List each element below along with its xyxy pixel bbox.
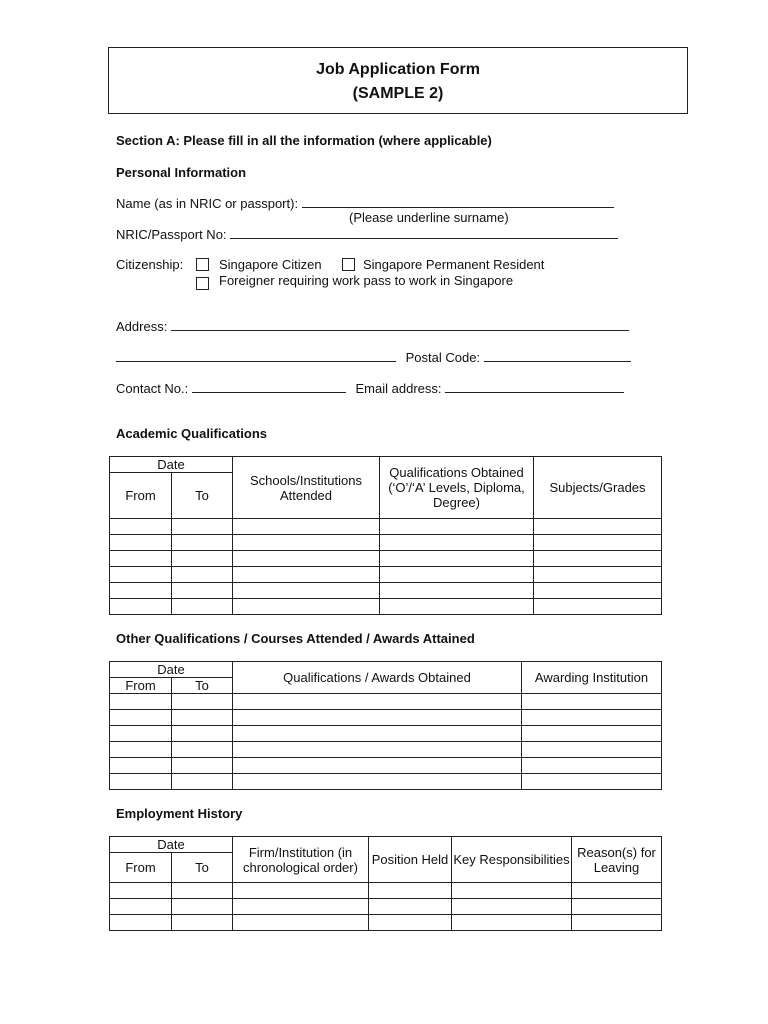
table-row[interactable] bbox=[110, 899, 662, 915]
table-row[interactable] bbox=[110, 726, 662, 742]
email-field[interactable] bbox=[445, 380, 624, 393]
table-row[interactable] bbox=[110, 599, 662, 615]
contact-field[interactable] bbox=[192, 380, 346, 393]
table-row[interactable] bbox=[110, 758, 662, 774]
pr-checkbox[interactable] bbox=[342, 258, 355, 271]
address-line-2-field[interactable] bbox=[116, 349, 396, 362]
table-row[interactable] bbox=[110, 567, 662, 583]
name-row bbox=[116, 195, 614, 211]
contact-row bbox=[116, 380, 624, 396]
employment-reason-header: Reason(s) for Leaving bbox=[572, 837, 662, 883]
postal-row bbox=[116, 349, 631, 365]
address-row bbox=[116, 318, 629, 334]
employment-from-header: From bbox=[110, 853, 172, 883]
pr-option-label: Singapore Permanent Resident bbox=[363, 257, 545, 272]
academic-heading: Academic Qualifications bbox=[116, 426, 267, 441]
contact-label: Contact No.: bbox=[116, 381, 189, 396]
employment-position-header: Position Held bbox=[369, 837, 452, 883]
postal-label: Postal Code: bbox=[405, 350, 481, 365]
employment-to-header: To bbox=[172, 853, 233, 883]
form-subtitle: (SAMPLE 2) bbox=[352, 85, 444, 102]
email-label: Email address: bbox=[355, 381, 442, 396]
employment-heading: Employment History bbox=[116, 806, 243, 821]
academic-school-header: Schools/Institutions Attended bbox=[233, 457, 380, 519]
academic-from-header: From bbox=[110, 473, 172, 519]
other-inst-header: Awarding Institution bbox=[522, 662, 662, 694]
employment-resp-header: Key Responsibilities bbox=[452, 837, 572, 883]
citizenship-label: Citizenship: bbox=[116, 257, 184, 272]
other-table bbox=[109, 661, 662, 790]
academic-subjects-header: Subjects/Grades bbox=[534, 457, 662, 519]
other-from-header: From bbox=[110, 678, 172, 694]
academic-qual-header: Qualifications Obtained (‘O’/‘A’ Levels, Diploma, Degree) bbox=[380, 457, 534, 519]
other-date-header: Date bbox=[110, 662, 233, 678]
name-field[interactable] bbox=[302, 195, 614, 208]
table-row[interactable] bbox=[110, 519, 662, 535]
form-title: Job Application Form bbox=[316, 61, 480, 78]
table-row[interactable] bbox=[110, 883, 662, 899]
table-row[interactable] bbox=[110, 535, 662, 551]
form-title-box bbox=[108, 47, 688, 114]
academic-to-header: To bbox=[172, 473, 233, 519]
table-row[interactable] bbox=[110, 915, 662, 931]
section-a-heading: Section A: Please fill in all the information (where applicable) bbox=[116, 133, 492, 148]
table-row[interactable] bbox=[110, 774, 662, 790]
employment-date-header: Date bbox=[110, 837, 233, 853]
foreigner-option-label: Foreigner requiring work pass to work in Singapore bbox=[219, 273, 514, 288]
table-row[interactable] bbox=[110, 551, 662, 567]
foreigner-checkbox[interactable] bbox=[196, 277, 209, 290]
table-row[interactable] bbox=[110, 710, 662, 726]
other-qual-header: Qualifications / Awards Obtained bbox=[233, 662, 522, 694]
table-row[interactable] bbox=[110, 694, 662, 710]
address-field[interactable] bbox=[171, 318, 629, 331]
name-hint: (Please underline surname) bbox=[349, 210, 509, 225]
citizen-option-label: Singapore Citizen bbox=[219, 257, 322, 272]
academic-table bbox=[109, 456, 662, 615]
other-heading: Other Qualifications / Courses Attended / Awards Attained bbox=[116, 631, 475, 646]
academic-date-header: Date bbox=[110, 457, 233, 473]
personal-info-heading: Personal Information bbox=[116, 165, 247, 180]
postal-field[interactable] bbox=[484, 349, 631, 362]
table-row[interactable] bbox=[110, 583, 662, 599]
address-label: Address: bbox=[116, 319, 168, 334]
nric-label: NRIC/Passport No: bbox=[116, 227, 227, 242]
table-row[interactable] bbox=[110, 742, 662, 758]
employment-table bbox=[109, 836, 662, 931]
other-to-header: To bbox=[172, 678, 233, 694]
citizen-checkbox[interactable] bbox=[196, 258, 209, 271]
nric-row bbox=[116, 226, 618, 242]
name-label: Name (as in NRIC or passport): bbox=[116, 196, 299, 211]
employment-firm-header: Firm/Institution (in chronological order) bbox=[233, 837, 369, 883]
nric-field[interactable] bbox=[230, 226, 618, 239]
